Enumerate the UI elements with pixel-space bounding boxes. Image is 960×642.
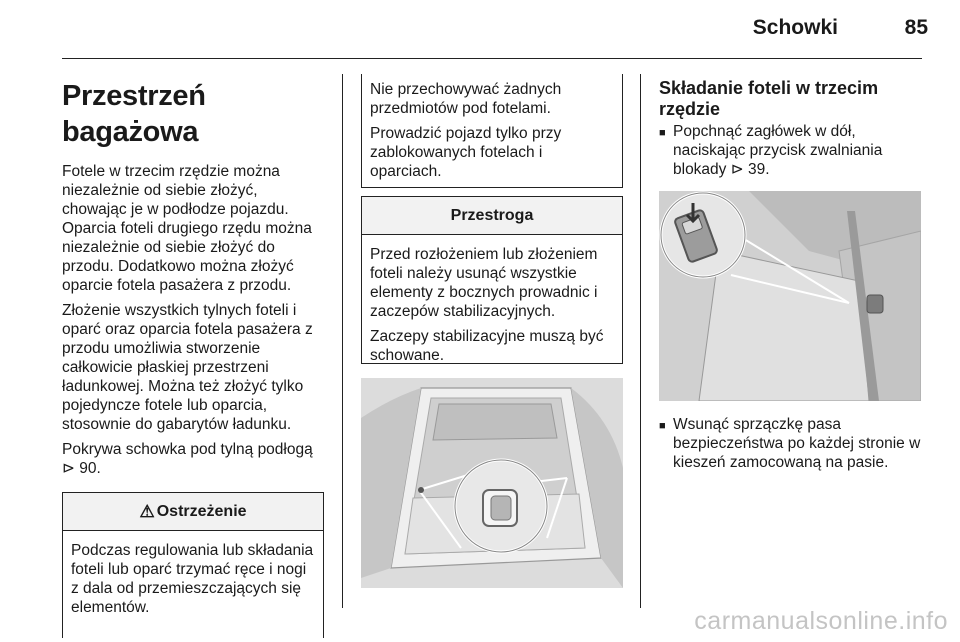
caution-text-2: Zaczepy stabilizacyjne muszą być schowane. (370, 328, 604, 364)
warning-title: Ostrzeżenie (156, 502, 247, 520)
page-header (0, 16, 960, 46)
bullet-item-1 (659, 122, 921, 179)
column-1 (62, 74, 324, 638)
paragraph-3: Pokrywa schowka pod tylną podłogą ⊳ 90. (62, 441, 313, 477)
trunk-illustration (361, 378, 623, 588)
trunk-drawing (361, 378, 623, 588)
headrest-illustration (659, 191, 921, 401)
paragraph-2: Złożenie wszystkich tylnych foteli i oparć oraz oparcia fotela pasażera z przodu umożliwia stworzenie całkowicie płaskiej przestrzeni ładunkowej. Można też złożyć tylko pojedyncze fotele lub oparcia, stosownie do gabarytów ładunku. (62, 302, 313, 433)
page-title: Przestrzeń bagażowa (62, 80, 206, 148)
caution-body (362, 235, 622, 379)
column-2 (361, 74, 623, 588)
column-separator-1 (342, 74, 343, 608)
caution-header (362, 197, 622, 235)
warning-body (63, 531, 323, 631)
bullet-text-1: Popchnąć zagłówek w dół, naciskając przycisk zwalniania blokady ⊳ 39. (673, 123, 883, 178)
warning-continuation-body (362, 74, 622, 195)
caution-box (361, 196, 623, 364)
warning-icon: ⚠ (139, 501, 155, 521)
column-3 (659, 74, 921, 472)
caution-text-1: Przed rozłożeniem lub złożeniem foteli należy usunąć wszystkie elementy z bocznych prowadnic i zaczepów stabilizacyjnych. (370, 246, 598, 320)
bullet-square-icon: ■ (659, 420, 666, 432)
header-page-number: 85 (904, 16, 928, 39)
section-subtitle: Składanie foteli w trzecim rzędzie (659, 78, 879, 119)
continuation-text-1: Nie przechowywać żadnych przedmiotów pod fotelami. (370, 81, 562, 117)
header-rule (62, 58, 922, 59)
header-section-title: Schowki (752, 16, 838, 39)
warning-header (63, 493, 323, 531)
bullet-item-2 (659, 415, 921, 472)
continuation-text-2: Prowadzić pojazd tylko przy zablokowanych fotelach i oparciach. (370, 125, 562, 180)
watermark: carmanualsonline.info (694, 607, 948, 635)
warning-text: Podczas regulowania lub składania foteli lub oparć trzymać ręce i nogi z dala od przemieszczających się elementów. (71, 542, 314, 616)
warning-continuation-box (361, 74, 623, 188)
headrest-drawing (659, 191, 921, 401)
warning-box (62, 492, 324, 638)
bullet-square-icon: ■ (659, 127, 666, 139)
caution-title: Przestroga (450, 206, 534, 224)
paragraph-1: Fotele w trzecim rzędzie można niezależnie od siebie złożyć, chowając je w podłodze pojazdu. Oparcia foteli drugiego rzędu można niezależnie od siebie złożyć do przodu. Dodatkowo można złożyć oparcie fotela pasażera z przodu. (62, 163, 312, 294)
column-separator-2 (640, 74, 641, 608)
bullet-text-2: Wsunąć sprzączkę pasa bezpieczeństwa po każdej stronie w kieszeń zamocowaną na pasie. (673, 416, 921, 471)
